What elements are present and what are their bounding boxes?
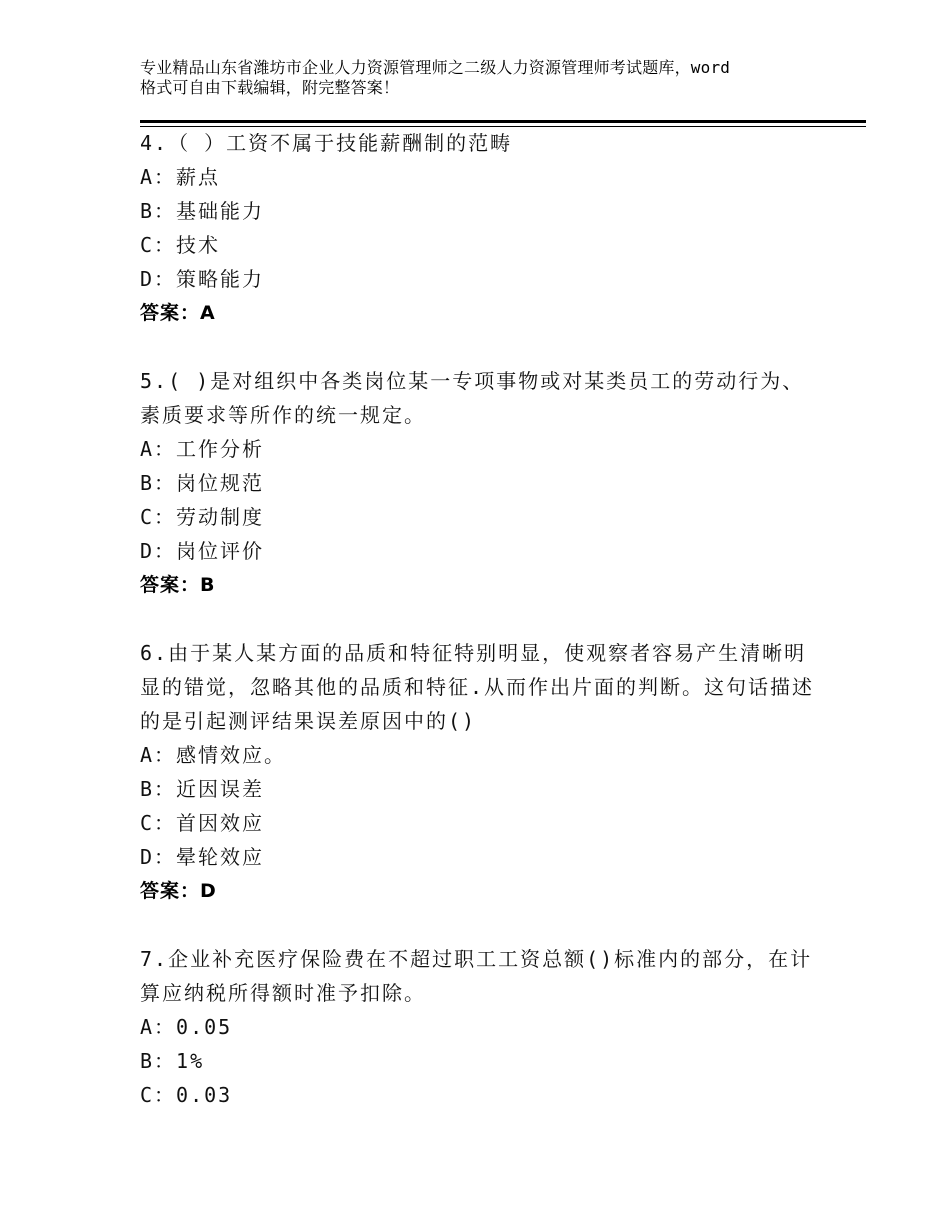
option-b: B：1% — [140, 1049, 205, 1073]
option-a: A：感情效应。 — [140, 743, 287, 767]
question-stem: 6.由于某人某方面的品质和特征特别明显，使观察者容易产生清晰明显的错觉，忽略其他的品质和特征.从而作出片面的判断。这句话描述的是引起测评结果误差原因中的() — [140, 641, 815, 733]
option-b: B：近因误差 — [140, 777, 265, 801]
option-d: D：策略能力 — [140, 267, 265, 291]
question-stem: 7.企业补充医疗保险费在不超过职工工资总额()标准内的部分，在计算应纳税所得额时准予扣除。 — [140, 947, 813, 1005]
option-c: C：0.03 — [140, 1083, 233, 1107]
document-header: 专业精品山东省潍坊市企业人力资源管理师之二级人力资源管理师考试题库，word 格式可自由下载编辑，附完整答案！ — [140, 58, 731, 97]
option-d: D：晕轮效应 — [140, 845, 265, 869]
option-c: C：技术 — [140, 233, 221, 257]
question-stem: 4.（ ）工资不属于技能薪酬制的范畴 — [140, 131, 513, 155]
question-list — [140, 126, 820, 1146]
option-a: A：工作分析 — [140, 437, 265, 461]
question-7 — [140, 942, 820, 1112]
option-c: C：劳动制度 — [140, 505, 265, 529]
answer-label: 答案：B — [140, 574, 216, 596]
option-b: B：基础能力 — [140, 199, 265, 223]
question-5 — [140, 364, 820, 602]
option-b: B：岗位规范 — [140, 471, 265, 495]
question-stem: 5.( )是对组织中各类岗位某一专项事物或对某类员工的劳动行为、素质要求等所作的统一规定。 — [140, 369, 805, 427]
answer-label: 答案：D — [140, 880, 217, 902]
option-a: A：薪点 — [140, 165, 221, 189]
option-c: C：首因效应 — [140, 811, 265, 835]
option-d: D：岗位评价 — [140, 539, 265, 563]
question-4 — [140, 126, 820, 330]
header-rule-thick — [140, 120, 866, 123]
answer-label: 答案：A — [140, 302, 216, 324]
option-a: A：0.05 — [140, 1015, 233, 1039]
question-6 — [140, 636, 820, 908]
